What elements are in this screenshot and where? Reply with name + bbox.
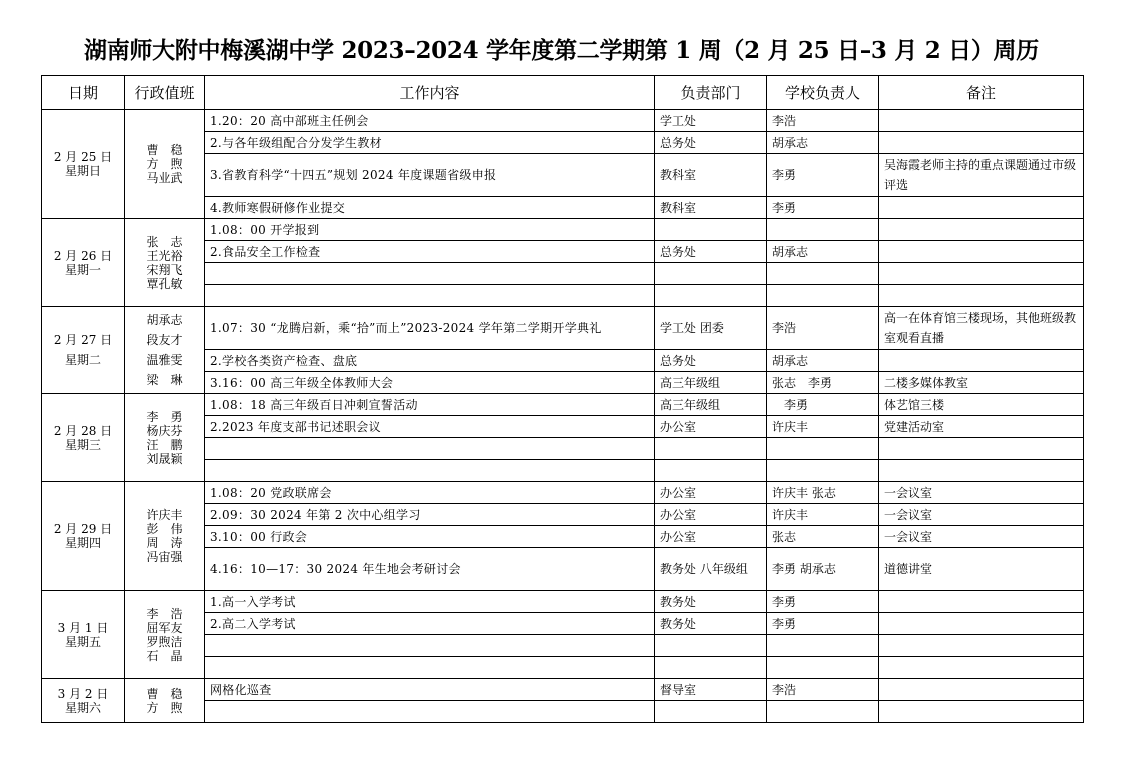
dept-cell: 学工处 <box>655 110 767 132</box>
date-cell <box>42 219 125 307</box>
note-text: 体艺馆三楼 <box>884 397 945 412</box>
weekday-text: 星期六 <box>64 700 101 715</box>
dept-cell: 督导室 <box>655 679 767 701</box>
dept-cell: 总务处 <box>655 350 767 372</box>
duty-person: 彭 伟 <box>146 522 183 536</box>
date-text: 2 月 28 日 <box>53 423 113 438</box>
note-cell <box>879 132 1084 154</box>
owner-cell: 李浩 <box>767 679 879 701</box>
dept-cell: 教科室 <box>655 154 767 197</box>
date-text: 3 月 1 日 <box>57 620 109 635</box>
date-cell <box>42 482 125 591</box>
header-duty: 行政值班 <box>125 76 205 110</box>
note-text: 一会议室 <box>884 485 933 500</box>
content-cell <box>205 285 655 307</box>
date-cell <box>42 679 125 723</box>
dept-cell <box>655 657 767 679</box>
duty-cell <box>125 110 205 219</box>
duty-cell <box>125 307 205 394</box>
table-row <box>42 679 1084 701</box>
owner-cell: 胡承志 <box>767 241 879 263</box>
duty-person: 屈军友 <box>146 620 183 635</box>
content-cell: 1.高一入学考试 <box>205 591 655 613</box>
header-dept: 负责部门 <box>655 76 767 110</box>
note-text: 高一在体育馆三楼现场，其他班级教室观看直播 <box>884 311 1077 345</box>
header-date: 日期 <box>42 76 125 110</box>
note-cell <box>879 197 1084 219</box>
date-text: 2 月 26 日 <box>53 248 113 263</box>
dept-cell: 总务处 <box>655 132 767 154</box>
note-text: 吴海霞老师主持的重点课题通过市级评选 <box>884 158 1077 192</box>
owner-cell <box>767 219 879 241</box>
content-cell <box>205 701 655 723</box>
note-cell <box>879 110 1084 132</box>
owner-cell: 李勇 <box>767 591 879 613</box>
note-cell <box>879 657 1084 679</box>
header-owner: 学校负责人 <box>767 76 879 110</box>
duty-person: 周 涛 <box>146 536 183 550</box>
note-cell <box>879 460 1084 482</box>
note-cell <box>879 394 1084 416</box>
duty-person: 宋翔飞 <box>146 262 183 277</box>
dept-cell <box>655 438 767 460</box>
owner-cell: 张志 李勇 <box>767 372 879 394</box>
dept-cell: 高三年级组 <box>655 372 767 394</box>
owner-cell: 李浩 <box>767 110 879 132</box>
note-cell <box>879 526 1084 548</box>
note-cell <box>879 372 1084 394</box>
date-text: 2 月 25 日 <box>53 150 113 164</box>
duty-cell <box>125 591 205 679</box>
dept-cell <box>655 701 767 723</box>
content-cell: 2.高二入学考试 <box>205 613 655 635</box>
owner-cell <box>767 285 879 307</box>
duty-person: 石 晶 <box>146 648 183 663</box>
owner-cell: 许庆丰 张志 <box>767 482 879 504</box>
calendar-body <box>42 110 1084 723</box>
duty-person: 许庆丰 <box>146 508 183 522</box>
owner-cell <box>767 701 879 723</box>
owner-cell <box>767 460 879 482</box>
content-cell: 2.与各年级组配合分发学生教材 <box>205 132 655 154</box>
owner-cell: 胡承志 <box>767 350 879 372</box>
content-cell: 2.2023 年度支部书记述职会议 <box>205 416 655 438</box>
owner-cell: 李浩 <box>767 307 879 350</box>
weekday-text: 星期二 <box>64 353 101 367</box>
weekday-text: 星期四 <box>64 536 101 550</box>
note-cell <box>879 263 1084 285</box>
note-text: 一会议室 <box>884 529 933 544</box>
note-text: 一会议室 <box>884 507 933 522</box>
content-cell: 3.省教育科学“十四五”规划 2024 年度课题省级申报 <box>205 154 655 197</box>
duty-person: 胡承志 <box>146 313 183 327</box>
content-cell: 3.10：00 行政会 <box>205 526 655 548</box>
note-cell <box>879 591 1084 613</box>
content-cell: 1.07：30 “龙腾启新，乘“拾”而上”2023-2024 学年第二学期开学典礼 <box>205 307 655 350</box>
note-cell <box>879 416 1084 438</box>
note-cell <box>879 635 1084 657</box>
dept-cell <box>655 285 767 307</box>
dept-cell: 学工处 团委 <box>655 307 767 350</box>
owner-cell <box>767 657 879 679</box>
note-cell <box>879 438 1084 460</box>
duty-person: 梁 琳 <box>146 373 183 387</box>
dept-cell: 办公室 <box>655 482 767 504</box>
note-text: 二楼多媒体教室 <box>884 375 969 390</box>
duty-person: 覃孔敏 <box>146 276 183 291</box>
date-text: 3 月 2 日 <box>57 686 109 701</box>
duty-person: 刘晟颖 <box>146 451 183 466</box>
dept-cell: 教科室 <box>655 197 767 219</box>
duty-cell <box>125 679 205 723</box>
date-cell <box>42 307 125 394</box>
owner-cell: 许庆丰 <box>767 416 879 438</box>
header-content: 工作内容 <box>205 76 655 110</box>
duty-cell <box>125 394 205 482</box>
table-row <box>42 110 1084 132</box>
owner-cell: 李勇 <box>767 613 879 635</box>
duty-person: 曹 稳 <box>146 143 183 157</box>
duty-person: 冯宙强 <box>146 550 183 564</box>
owner-cell: 李勇 <box>767 197 879 219</box>
dept-cell <box>655 635 767 657</box>
dept-cell <box>655 263 767 285</box>
dept-cell: 教务处 八年级组 <box>655 548 767 591</box>
content-cell: 1.20：20 高中部班主任例会 <box>205 110 655 132</box>
note-cell <box>879 701 1084 723</box>
dept-cell: 高三年级组 <box>655 394 767 416</box>
duty-person: 方 煦 <box>146 700 183 715</box>
header-row <box>42 76 1084 110</box>
note-cell <box>879 679 1084 701</box>
date-text: 2 月 29 日 <box>53 522 113 536</box>
weekday-text: 星期三 <box>64 437 101 452</box>
table-row <box>42 482 1084 504</box>
note-cell <box>879 548 1084 591</box>
owner-cell: 李勇 <box>767 394 879 416</box>
date-cell <box>42 591 125 679</box>
content-cell: 1.08：18 高三年级百日冲刺宣誓活动 <box>205 394 655 416</box>
weekday-text: 星期五 <box>64 634 101 649</box>
weekly-calendar-table <box>41 75 1084 723</box>
page-title: 湖南师大附中梅溪湖中学 2023–2024 学年度第二学期第 1 周（2 月 25 日–3 月 2 日）周历 <box>84 37 1039 64</box>
note-cell <box>879 482 1084 504</box>
duty-person: 王光裕 <box>146 248 183 263</box>
dept-cell <box>655 219 767 241</box>
duty-person: 杨庆芬 <box>146 423 183 438</box>
dept-cell <box>655 460 767 482</box>
content-cell: 3.16：00 高三年级全体教师大会 <box>205 372 655 394</box>
dept-cell: 办公室 <box>655 416 767 438</box>
content-cell <box>205 657 655 679</box>
content-cell: 1.08：00 开学报到 <box>205 219 655 241</box>
content-cell <box>205 635 655 657</box>
duty-person: 李 浩 <box>146 606 183 621</box>
content-cell: 2.食品安全工作检查 <box>205 241 655 263</box>
table-row <box>42 394 1084 416</box>
owner-cell: 李勇 <box>767 154 879 197</box>
note-text: 道德讲堂 <box>884 562 933 576</box>
note-cell <box>879 504 1084 526</box>
dept-cell: 办公室 <box>655 504 767 526</box>
note-cell <box>879 307 1084 350</box>
owner-cell: 胡承志 <box>767 132 879 154</box>
content-cell: 1.08：20 党政联席会 <box>205 482 655 504</box>
content-cell <box>205 438 655 460</box>
duty-cell <box>125 482 205 591</box>
duty-person: 罗煦洁 <box>146 634 183 649</box>
note-cell <box>879 154 1084 197</box>
owner-cell <box>767 635 879 657</box>
date-cell <box>42 110 125 219</box>
dept-cell: 教务处 <box>655 613 767 635</box>
content-cell: 4.16：10—17：30 2024 年生地会考研讨会 <box>205 548 655 591</box>
dept-cell: 办公室 <box>655 526 767 548</box>
owner-cell: 许庆丰 <box>767 504 879 526</box>
note-cell <box>879 350 1084 372</box>
owner-cell <box>767 438 879 460</box>
date-cell <box>42 394 125 482</box>
content-cell <box>205 460 655 482</box>
note-cell <box>879 241 1084 263</box>
note-cell <box>879 613 1084 635</box>
date-text: 2 月 27 日 <box>53 333 113 347</box>
content-cell: 2.学校各类资产检查、盘底 <box>205 350 655 372</box>
table-row <box>42 307 1084 350</box>
content-cell: 网格化巡查 <box>205 679 655 701</box>
table-row <box>42 219 1084 241</box>
content-cell <box>205 263 655 285</box>
content-cell: 2.09：30 2024 年第 2 次中心组学习 <box>205 504 655 526</box>
weekday-text: 星期日 <box>64 164 101 178</box>
duty-person: 方 煦 <box>146 157 183 171</box>
table-row <box>42 591 1084 613</box>
owner-cell: 张志 <box>767 526 879 548</box>
weekday-text: 星期一 <box>64 262 101 277</box>
note-cell <box>879 219 1084 241</box>
note-cell <box>879 285 1084 307</box>
owner-cell <box>767 263 879 285</box>
duty-person: 张 志 <box>146 234 183 249</box>
duty-person: 汪 鹏 <box>146 437 183 452</box>
note-text: 党建活动室 <box>884 419 945 434</box>
content-cell: 4.教师寒假研修作业提交 <box>205 197 655 219</box>
duty-cell <box>125 219 205 307</box>
owner-cell: 李勇 胡承志 <box>767 548 879 591</box>
duty-person: 马业武 <box>146 171 183 185</box>
header-note: 备注 <box>879 76 1084 110</box>
dept-cell: 总务处 <box>655 241 767 263</box>
duty-person: 温雅雯 <box>146 353 183 367</box>
duty-person: 李 勇 <box>146 409 183 424</box>
dept-cell: 教务处 <box>655 591 767 613</box>
duty-person: 曹 稳 <box>146 686 183 701</box>
duty-person: 段友才 <box>146 333 183 347</box>
